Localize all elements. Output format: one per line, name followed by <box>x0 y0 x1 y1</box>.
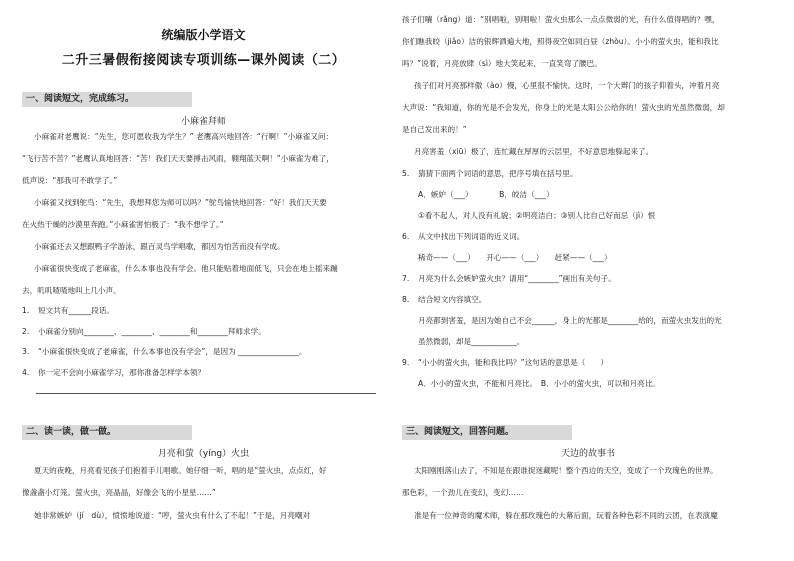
passage-line: 她非常嫉妒（jí dù），愤愤地说道：“哼，萤火虫有什么了不起！”于是，月亮嘲对 <box>34 511 311 520</box>
question-text: “小小的萤火虫，能和我比吗？”这句话的意思是（ ） <box>418 358 609 367</box>
passage-line: 大声说：“我知道，你的光是不会发光，你身上的光是太阳公公给你的！萤火虫的光虽然微弱，却 <box>402 103 725 112</box>
question-number: 4. <box>22 368 30 377</box>
question-text: A．嫉妒（___） B．皎洁（___） <box>418 190 554 199</box>
question-text: 从文中找出下列词语的近义词。 <box>418 232 525 241</box>
passage-line: 孩子们嚷（rǎng）道：“别唱啦，别唱啦！萤火虫那么一点点微弱的光，有什么值得唱的？嘿， <box>402 15 720 24</box>
passage-line: 小麻雀对老鹰说：“先生，您可愿收我为学生？” 老鹰高兴地回答：“行啊！”小麻雀又问： <box>34 132 334 141</box>
section2-story-title: 月亮和萤（yíng）火虫 <box>157 449 250 459</box>
question-8 <box>402 294 486 305</box>
question-5 <box>402 168 577 179</box>
question-text: 短文共有______段话。 <box>38 306 114 315</box>
passage-line: 孩子们对月亮那样傲（ào）慢，心里很不愉快。这时，一个大辫门的孩子仰着头，冲着月亮 <box>414 81 720 90</box>
question-8-line1 <box>402 315 722 326</box>
question-8-line2 <box>402 336 524 347</box>
question-3 <box>22 346 306 357</box>
passage-line: 像盏盏小灯笼。萤火虫，亮晶晶，好像会飞的小星星……” <box>22 488 216 497</box>
passage-line: 是自己发出来的！” <box>402 125 467 134</box>
question-text: 结合短文内容填空。 <box>418 295 487 304</box>
section3-heading: 三、阅读短文，回答问题。 <box>402 425 572 440</box>
question-text: “小麻雀很快变成了老麻雀，什么本事也没有学会”，是因为 ________________。 <box>38 347 307 356</box>
question-text: 月亮都到害羞，是因为她自己不会______，身上的光都是________给的，而萤火虫发出的光 <box>418 316 722 325</box>
passage-line: 小麻雀又找到鸵鸟：“先生，我想拜您为师可以吗？”鸵鸟愉快地回答：“好！我们天天要 <box>34 198 327 207</box>
question-5-options <box>402 189 554 200</box>
question-2 <box>22 326 266 337</box>
passage-line: 太阳刚刚落山去了，不知是在跟谁捉迷藏呢！整个西边的天空，变成了一个玫瑰色的世界。 <box>414 466 718 475</box>
question-text: 你一定不会向小麻雀学习，那你准备怎样学本领？ <box>38 368 206 377</box>
question-text: 小麻雀分别向________、________、________和________拜师求学。 <box>38 327 266 336</box>
question-number: 9. <box>402 358 410 367</box>
question-text: ①看不起人，对人没有礼貌；②明亮洁白；③别人比自己好而忌（jì）恨 <box>418 211 656 220</box>
passage-line: “飞行苦不苦？”老鹰认真地回答：“苦！我们天天要搏击风雨，翱翔蓝天啊！”小麻雀为难了， <box>22 154 334 163</box>
passage-line: 小麻雀很快变成了老麻雀，什么本事也没有学会。他只能贴着地面低飞，只会在地上摇来蹦 <box>34 264 338 273</box>
answer-line[interactable] <box>36 393 376 394</box>
question-text: 虽然微弱，却是____________。 <box>418 337 525 346</box>
header-title: 统编版小学语文 <box>161 28 246 42</box>
question-7 <box>402 273 616 284</box>
passage-line: 夏天的夜晚，月亮看见孩子们抱着手儿唱歌。她仔细一听，唱的是“萤火虫，点点红，好 <box>34 466 327 475</box>
passage-line: 那色彩，一个劲儿在变幻，变幻…… <box>402 488 524 497</box>
question-number: 1. <box>22 306 30 315</box>
question-number: 2. <box>22 327 30 336</box>
passage-line: 在火热干燥的沙漠里奔跑。”小麻雀害怕极了：“我不想学了。” <box>22 220 224 229</box>
section2-heading: 二、读一读，做一做。 <box>22 425 192 440</box>
section3-story-title: 天边的故事书 <box>560 449 615 459</box>
question-text: 月亮为什么会嫉妒萤火虫？请用“________”画出有关句子。 <box>418 274 616 283</box>
passage-line: 吗？”说着，月亮放肆（sì）地大笑起来，一直笑弯了腰巴。 <box>402 59 602 68</box>
section1-story-title: 小麻雀拜师 <box>180 117 226 127</box>
question-text: A．小小的萤火虫，不能和月亮比。 B．小小的萤火虫，可以和月亮比。 <box>418 379 661 388</box>
question-4 <box>22 367 205 378</box>
question-number: 7. <box>402 274 410 283</box>
passage-line: 低声说：“那我可不敢学了。” <box>22 176 118 185</box>
question-number: 3. <box>22 347 30 356</box>
question-number: 8. <box>402 295 410 304</box>
passage-line: 小麻雀还去又想跟鸭子学游泳，跟百灵鸟学唱歌，都因为怕苦而没有学成。 <box>34 242 285 251</box>
passage-line: 去，叽叽喳喳地叫上几小声。 <box>22 286 121 295</box>
question-6-blanks <box>402 252 612 263</box>
question-1 <box>22 305 114 316</box>
header-subtitle: 二升三暑假衔接阅读专项训练—课外阅读（二） <box>61 53 346 68</box>
passage-line: 你们瞧我皎（jiǎo）洁的银辉洒遍大地，照得夜空如同白昼（zhòu）。小小的萤火虫，能和我比 <box>402 37 719 46</box>
question-text: 稀奇——（___） 开心——（___） 赶紧——（___） <box>418 253 612 262</box>
question-6 <box>402 231 524 242</box>
section1-heading: 一、阅读短文，完成练习。 <box>22 92 192 107</box>
question-number: 6. <box>402 232 410 241</box>
passage-line: 月亮害羞（xiū）极了，连忙藏在厚厚的云层里，不好意思地躲起来了。 <box>414 147 654 156</box>
passage-line: 准是有一位神奇的魔术师，躲在那玫瑰色的大幕后面，玩着各种色彩不同的云团，在表演魔 <box>414 511 718 520</box>
question-9-options <box>402 378 660 389</box>
question-9 <box>402 357 608 368</box>
question-5-choices <box>402 210 655 221</box>
question-text: 猜猜下面两个词语的意思，把序号填在括号里。 <box>418 169 578 178</box>
question-number: 5. <box>402 169 410 178</box>
